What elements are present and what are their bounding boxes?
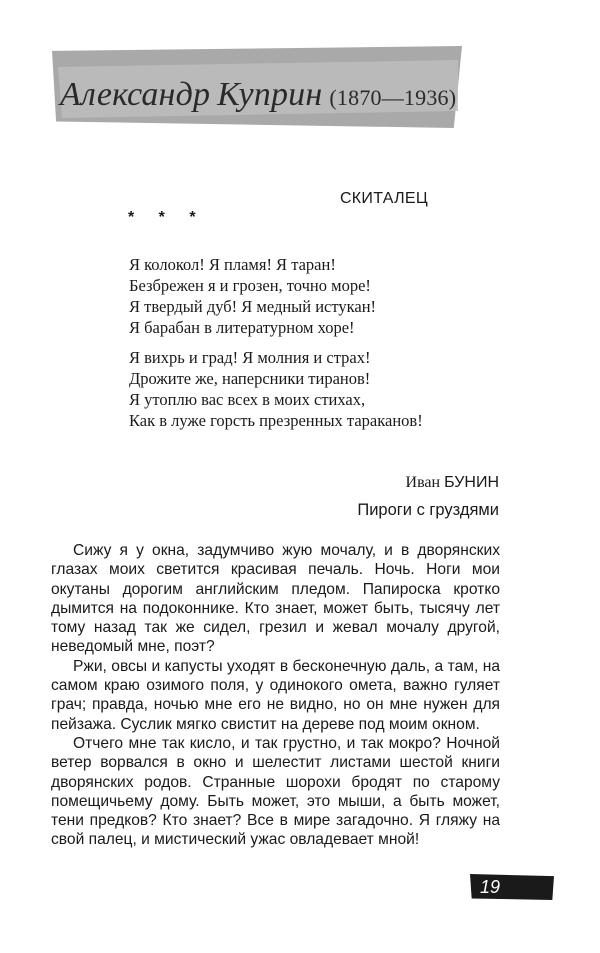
poem-line: Я утоплю вас всех в моих стихах, (129, 390, 366, 409)
piece-byline (406, 474, 499, 492)
poem-line: Как в луже горсть презренных тараканов! (129, 411, 423, 430)
byline-surname: БУНИН (444, 474, 499, 491)
poem-stanza-2 (129, 347, 423, 431)
paragraph: Ржи, овсы и капусты уходят в бесконечную даль, а там, на самом краю озимого поля, у одинокого омета, важно гуляет грач; правда, ночью мне его не видно, но он мне нужен для пейзажа. Суслик мягко свистит на дереве под моим окном. (51, 657, 500, 733)
poem-line: Я твердый дуб! Я медный истукан! (129, 297, 377, 316)
poem-line: Дрожите же, наперсники тиранов! (129, 369, 371, 388)
poem-stanza-1 (129, 254, 376, 338)
poem-title: СКИТАЛЕЦ (339, 190, 428, 207)
poem-line: Безбрежен я и грозен, точно море! (129, 276, 371, 295)
running-header (60, 76, 456, 114)
poem-line: Я барабан в литературном хоре! (129, 318, 355, 337)
poem-line: Я колокол! Я пламя! Я таран! (129, 255, 336, 274)
byline-given-name: Иван (405, 474, 441, 491)
paragraph: Отчего мне так кисло, и так грустно, и так мокро? Ночной ветер ворвался в окно и шелестит листами шестой книги дворянских родов. Странные шорохи бродят по старому помещичьему дому. Быть может, это мыши, а быть может, тени предков? Кто знает? Все в мире загадочно. Я гляжу на свой палец, и мистический ужас овладевает мной! (51, 734, 500, 849)
piece-title: Пироги с груздями (357, 501, 499, 519)
poem-separator: * * * (128, 209, 206, 226)
page-number: 19 (480, 877, 501, 897)
piece-body (51, 541, 500, 850)
author-last-name: Куприн (217, 76, 323, 113)
poem-line: Я вихрь и град! Я молния и страх! (129, 348, 371, 367)
author-first-name: Александр (60, 76, 211, 113)
paragraph: Сижу я у окна, задумчиво жую мочалу, и в дворянских глазах моих светится красивая печаль. Ночь. Ноги мои окутаны дорогим английским пледом. Папироска кротко дымится на подоконнике. Кто знает, может быть, тысячу лет тому назад так же сидел, грезил и жевал мочалу другой, неведомый мне, поэт? (51, 542, 500, 656)
author-years: (1870—1936) (329, 85, 457, 110)
